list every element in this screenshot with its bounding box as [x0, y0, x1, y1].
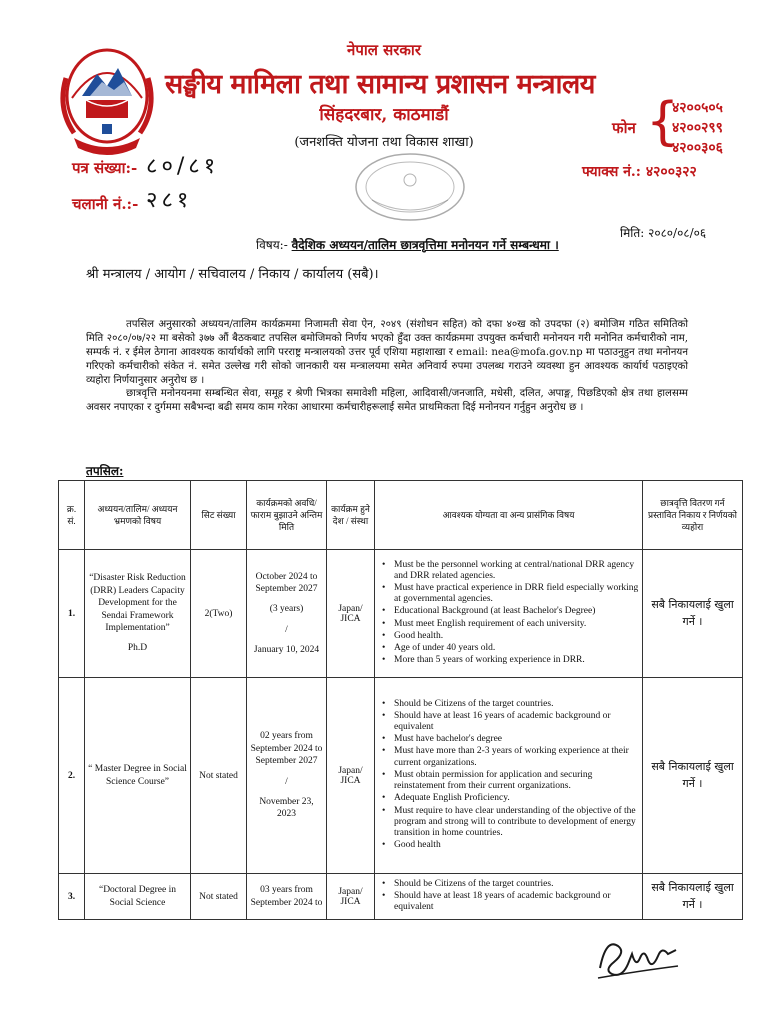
phone-brace: {	[646, 92, 680, 152]
reference-number: ८०/८१	[146, 154, 220, 179]
deadline-date: November 23, 2023	[259, 796, 314, 820]
header-country: कार्यक्रम हुने देश / संस्था	[327, 481, 375, 550]
duration-separator: /	[285, 624, 288, 635]
list-item: • Good health	[394, 840, 639, 851]
list-item: • Age of under 40 years old.	[394, 643, 639, 654]
office-location: सिंहदरबार, काठमाडौं	[319, 105, 449, 125]
government-label: नेपाल सरकार	[347, 41, 421, 59]
requirements-list	[378, 699, 639, 852]
header-duration: कार्यक्रमको अवधि/फाराम बुझाउने अन्तिम मिति	[247, 481, 327, 550]
row-program	[85, 550, 191, 678]
phone-label: फोन	[612, 119, 636, 137]
list-item: • Must obtain permission for application and securing reinstatement from their current organizations.	[394, 770, 639, 792]
header-requirements: आवश्यक योग्यता वा अन्य प्रासंगिक विषय	[375, 481, 643, 550]
row-program: “ Master Degree in Social Science Course”	[85, 678, 191, 874]
table-header-row	[59, 481, 743, 550]
duration-separator: /	[285, 776, 288, 787]
header-seats: सिट संख्या	[191, 481, 247, 550]
list-item: • Must be the personnel working at central/national DRR agency and DRR related agencies.	[394, 560, 639, 582]
phone-number: ४२००२९९	[672, 120, 723, 136]
duration-text: 02 years from September 2024 to September 2027	[250, 731, 323, 767]
list-item: • More than 5 years of working experience in DRR.	[394, 655, 639, 666]
row-country: Japan/ JICA	[327, 874, 375, 920]
dispatch-label: चलानी नं.:-	[72, 195, 139, 213]
requirements-list	[378, 879, 639, 914]
signature	[592, 928, 682, 984]
duration-years: (3 years)	[269, 604, 304, 615]
dispatch-number: २८१	[146, 188, 193, 213]
row-seats: 2(Two)	[191, 550, 247, 678]
body-paragraph-1: तपसिल अनुसारको अध्ययन/तालिम कार्यक्रममा निजामती सेवा ऐन, २०४९ (संशोधन सहित) को दफा ४०ख को उपदफा (२) बमोजिम गठित समितिको मिति २०८०/०७/२२ मा बसेको ३७७ औं बैठकबाट तपसिल बमोजिमको निर्णय भएको हुँदा उक्त कार्यक्रममा उपयुक्त कर्मचारी मनोनयन गरी मनोनित कर्मचारीको नाम, सम्पर्क नं. र ईमेल ठेगाना आवश्यक कार्यार्थको लागि परराष्ट्र मन्त्रालयको उत्तर पूर्व एशिया महाशाखा र email: nea@mofa.gov.np मा पठाउनुहुन तथा मनोनयन गरिएको कर्मचारीको संकेत नं. समेत उल्लेख गरी सोको जानकारी यस मन्त्रालयमा समेत अनिवार्य रुपमा उपलब्ध गराउने व्यवस्था हुन आवश्यक कार्यार्थ पठाइएको व्यहोरा निर्णयानुसार अनुरोध छ ।	[86, 319, 688, 386]
subject-line	[256, 236, 559, 253]
program-title: “Disaster Risk Reduction (DRR) Leaders Capacity Development for the Sendai Framework Implementation”	[89, 573, 186, 633]
table-row	[59, 550, 743, 678]
header-decision: छात्रवृत्ति वितरण गर्न प्रस्तावित निकाय र निर्णयको व्यहोरा	[643, 481, 743, 550]
phone-number: ४२००३०६	[672, 140, 723, 156]
list-item: • Should have at least 18 years of academic background or equivalent	[394, 891, 639, 913]
fax-number: फ्याक्स नं.: ४२००३२२	[582, 164, 697, 180]
list-item: • Must have practical experience in DRR field especially working at governmental agencies.	[394, 583, 639, 605]
list-item: • Should be Citizens of the target countries.	[394, 699, 639, 710]
header-program: अध्ययन/तालिम/ अध्ययन भ्रमणको विषय	[85, 481, 191, 550]
row-sn: 2.	[59, 678, 85, 874]
row-decision: सबै निकायलाई खुला गर्ने ।	[643, 550, 743, 678]
requirements-list	[378, 560, 639, 667]
row-requirements	[375, 550, 643, 678]
row-sn: 1.	[59, 550, 85, 678]
scholarship-table	[58, 480, 743, 920]
schedule-heading: तपसिल:	[86, 464, 124, 478]
list-item: • Must meet English requirement of each university.	[394, 619, 639, 630]
phone-number: ४२००५०५	[672, 100, 723, 116]
row-duration	[247, 678, 327, 874]
list-item: • Good health.	[394, 631, 639, 642]
subject-label: विषय:-	[256, 238, 288, 252]
table-row	[59, 874, 743, 920]
row-country: Japan/ JICA	[327, 550, 375, 678]
office-stamp	[352, 150, 468, 224]
list-item: • Must have more than 2-3 years of working experience at their current organizations.	[394, 746, 639, 768]
ministry-name: सङ्घीय मामिला तथा सामान्य प्रशासन मन्त्रालय	[165, 69, 595, 100]
subject-text: वैदेशिक अध्ययन/तालिम छात्रवृत्तिमा मनोनयन गर्ने सम्बन्धमा ।	[291, 238, 559, 252]
header-sn: क्र. सं.	[59, 481, 85, 550]
program-level: Ph.D	[127, 643, 148, 654]
row-country: Japan/ JICA	[327, 678, 375, 874]
row-requirements	[375, 874, 643, 920]
list-item: • Should have at least 16 years of academic background or equivalent	[394, 711, 639, 733]
row-duration	[247, 550, 327, 678]
letter-body	[86, 318, 688, 415]
row-duration: 03 years from September 2024 to	[247, 874, 327, 920]
deadline-date: January 10, 2024	[253, 645, 320, 656]
list-item: • Must require to have clear understanding of the objective of the program and strong will to contribute to development of energy transition in home countries.	[394, 806, 639, 840]
list-item: • Must have bachelor's degree	[394, 734, 639, 745]
row-decision: सबै निकायलाई खुला गर्ने ।	[643, 678, 743, 874]
table-row	[59, 678, 743, 874]
duration-text: October 2024 to September 2027	[255, 571, 318, 594]
section-name: (जनशक्ति योजना तथा विकास शाखा)	[294, 135, 474, 150]
list-item: • Educational Background (at least Bachelor's Degree)	[394, 606, 639, 617]
reference-label: पत्र संख्या:-	[72, 159, 138, 177]
body-paragraph-2: छात्रवृत्ति मनोनयनमा सम्बन्धित सेवा, समूह र श्रेणी भित्रका समावेशी महिला, आदिवासी/जनजाति, मधेसी, दलित, अपाङ्ग, पिछडिएको क्षेत्र तथा हालसम्म अवसर नपाएका र दुर्गममा सबैभन्दा बढी समय काम गरेका आधारमा कर्मचारीहरूलाई समेत प्राथमिकता दिई मनोनयन गर्नुहुन अनुरोध छ ।	[86, 388, 688, 414]
row-program: “Doctoral Degree in Social Science	[85, 874, 191, 920]
row-sn: 3.	[59, 874, 85, 920]
row-requirements	[375, 678, 643, 874]
list-item: • Adequate English Proficiency.	[394, 793, 639, 804]
list-item: • Should be Citizens of the target countries.	[394, 879, 639, 890]
row-seats: Not stated	[191, 874, 247, 920]
addressee: श्री मन्त्रालय / आयोग / सचिवालय / निकाय / कार्यालय (सबै)।	[86, 267, 379, 282]
row-seats: Not stated	[191, 678, 247, 874]
row-decision: सबै निकायलाई खुला गर्ने ।	[643, 874, 743, 920]
letter-date: मिति: २०८०/०८/०६	[620, 226, 707, 240]
